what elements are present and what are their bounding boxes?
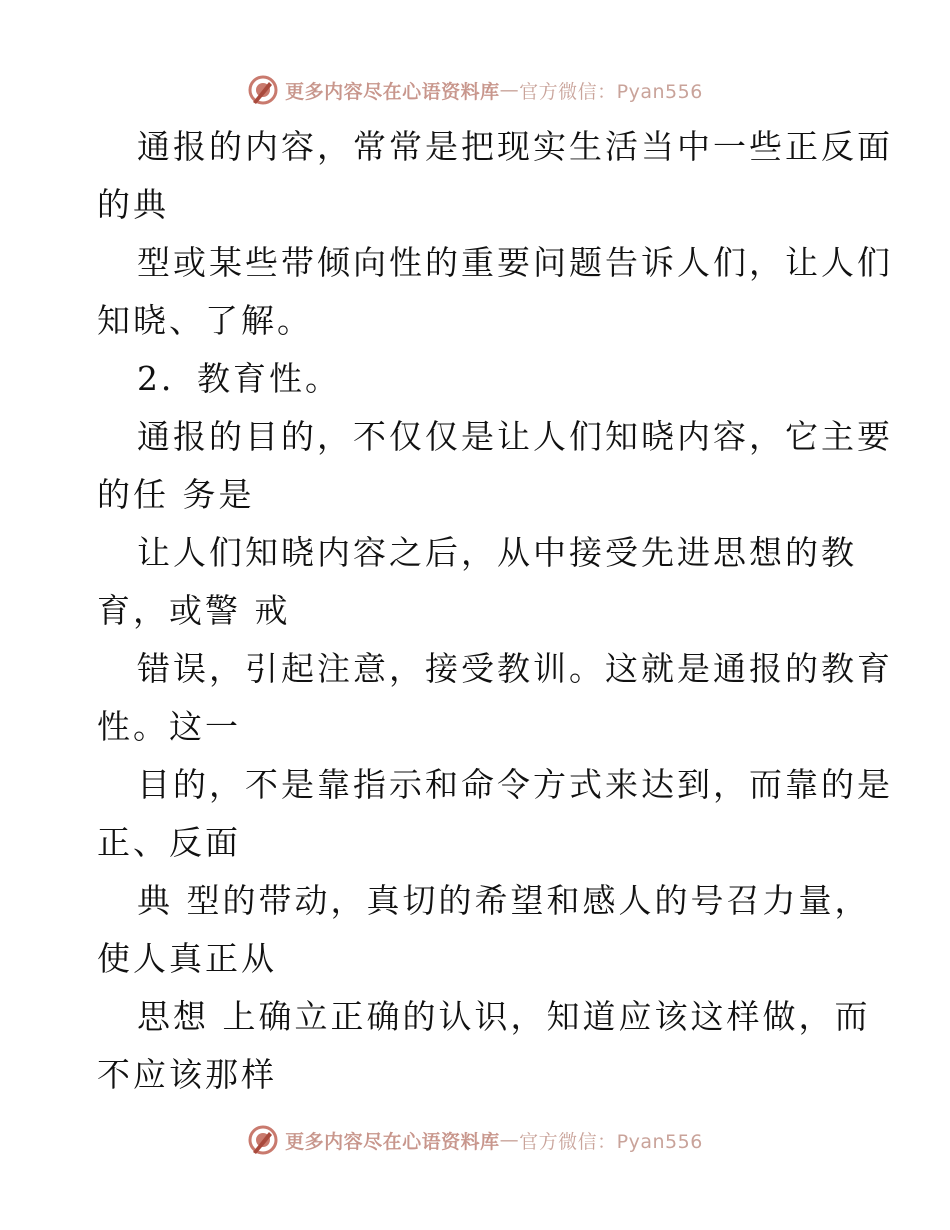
text-line: 使人真正从 (97, 939, 277, 978)
text-line: 错误，引起注意，接受教训。这就是通报的教育 (137, 649, 893, 688)
text-line: 育，或警 戒 (97, 591, 291, 630)
text-line: 通报的内容，常常是把现实生活当中一些正反面 (137, 127, 893, 166)
header-banner (0, 70, 950, 110)
section-heading: 2．教育性。 (137, 359, 341, 398)
pen-circle-logo-icon (247, 74, 279, 106)
text-line: 通报的目的，不仅仅是让人们知晓内容，它主要 (137, 417, 893, 456)
text-line: 典 型的带动，真切的希望和感人的号召力量， (137, 881, 871, 920)
banner-separator: — (499, 79, 520, 101)
banner-wechat-text: 官方微信：Pyan556 (519, 80, 703, 103)
banner-main-text: 更多内容尽在心语资料库 (285, 80, 500, 103)
banner-separator: — (499, 1129, 520, 1151)
text-line: 目的，不是靠指示和命令方式来达到，而靠的是 (137, 765, 893, 804)
footer-banner (0, 1120, 950, 1160)
text-line: 让人们知晓内容之后，从中接受先进思想的教 (137, 533, 857, 572)
pen-circle-logo-icon (247, 1124, 279, 1156)
text-line: 的任 务是 (97, 475, 255, 514)
text-line: 型或某些带倾向性的重要问题告诉人们，让人们 (137, 243, 893, 282)
text-line: 思想 上确立正确的认识，知道应该这样做，而 (137, 997, 871, 1036)
banner-main-text: 更多内容尽在心语资料库 (285, 1130, 500, 1153)
text-line: 不应该那样 (97, 1055, 277, 1094)
text-line: 性。这一 (97, 707, 241, 746)
text-line: 知晓、了解。 (97, 301, 313, 340)
text-line: 正、反面 (97, 823, 241, 862)
banner-wechat-text: 官方微信：Pyan556 (519, 1130, 703, 1153)
document-body (97, 118, 893, 1104)
text-line: 的典 (97, 185, 169, 224)
